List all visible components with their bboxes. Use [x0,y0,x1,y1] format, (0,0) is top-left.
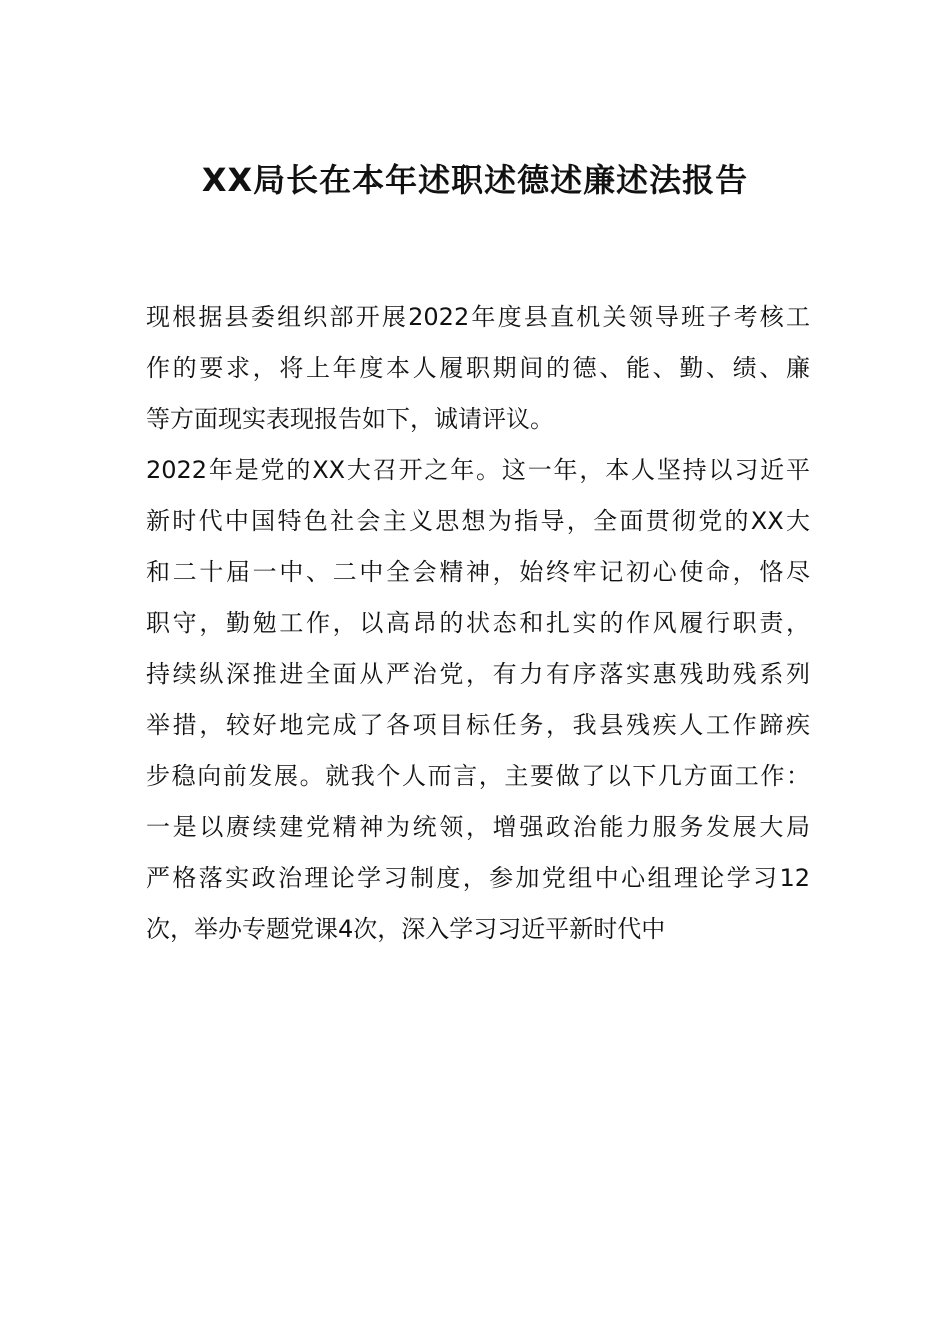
body-line: 作的要求，将上年度本人履职期间的德、能、勤、绩、廉 [146,354,810,382]
body-line: 一是以赓续建党精神为统领，增强政治能力服务发展大局 [146,813,810,841]
body-line: 新时代中国特色社会主义思想为指导，全面贯彻党的XX大 [146,507,810,535]
body-line: 步稳向前发展。就我个人而言，主要做了以下几方面工作： [146,762,810,790]
body-line: 职守，勤勉工作，以高昂的状态和扎实的作风履行职责， [146,609,810,637]
body-line: 举措，较好地完成了各项目标任务，我县残疾人工作蹄疾 [146,711,810,739]
body-line: 和二十届一中、二中全会精神，始终牢记初心使命，恪尽 [146,558,810,586]
document-title: XX局长在本年述职述德述廉述法报告 [201,161,749,199]
document-body [146,292,810,955]
body-line: 2022年是党的XX大召开之年。这一年，本人坚持以习近平 [146,456,810,484]
body-line: 严格落实政治理论学习制度，参加党组中心组理论学习12 [146,864,810,892]
body-line: 次，举办专题党课4次，深入学习习近平新时代中 [146,915,666,943]
body-line: 持续纵深推进全面从严治党，有力有序落实惠残助残系列 [146,660,810,688]
body-line: 现根据县委组织部开展2022年度县直机关领导班子考核工 [146,303,810,331]
body-line: 等方面现实表现报告如下，诚请评议。 [146,405,554,433]
